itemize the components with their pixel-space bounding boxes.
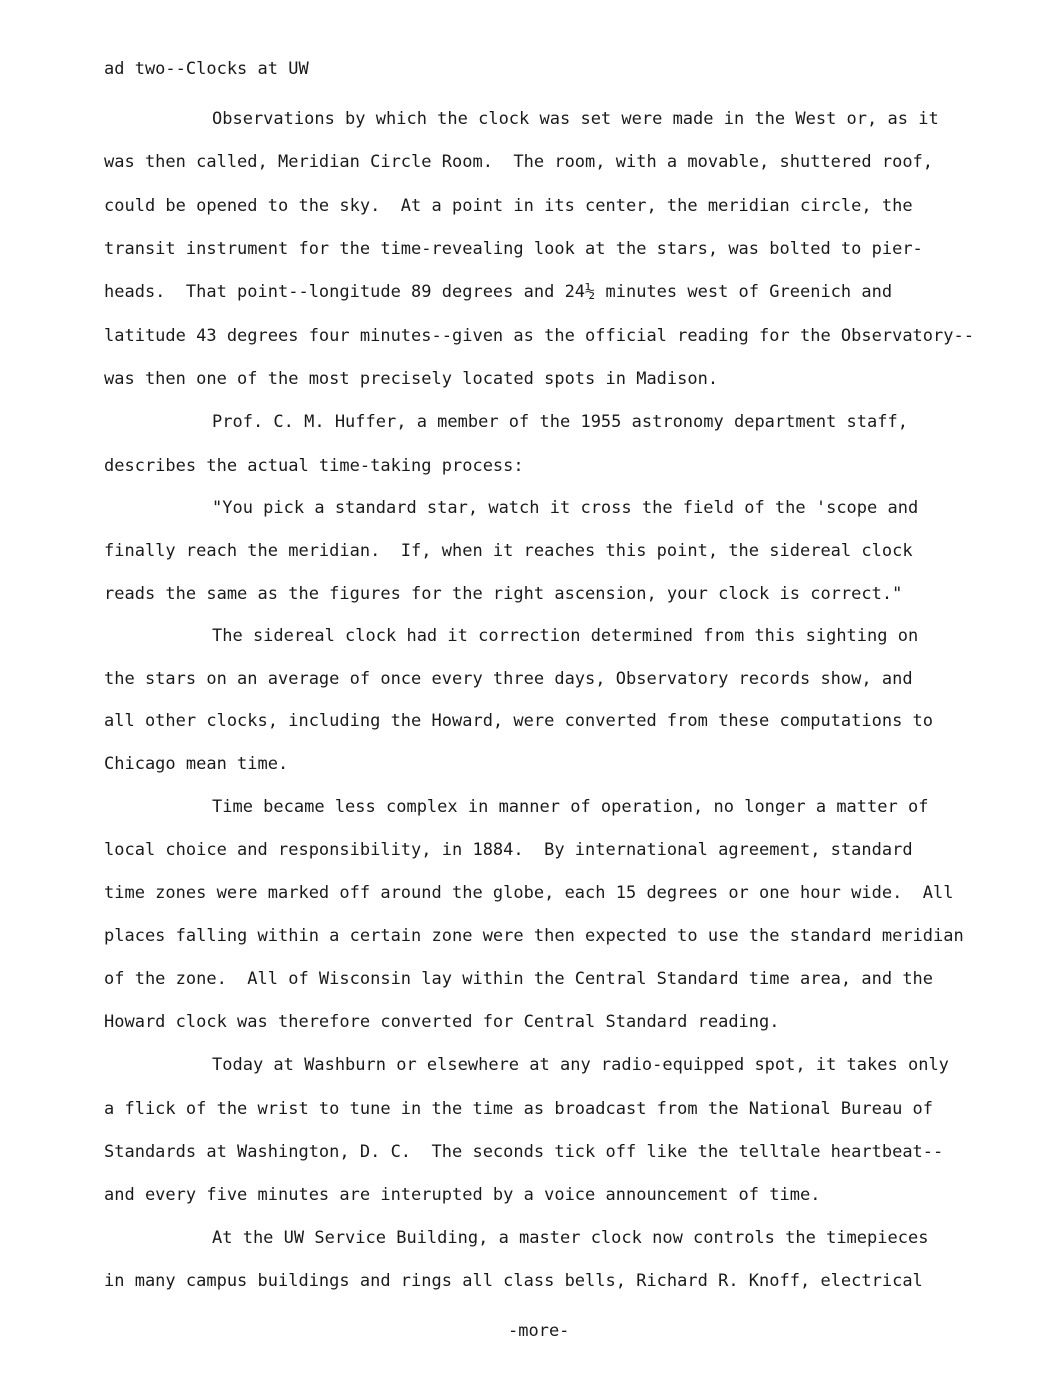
text-line: was then called, Meridian Circle Room. The room, with a movable, shuttered roof, xyxy=(104,152,934,172)
text-line: time zones were marked off around the globe, each 15 degrees or one hour wide. All xyxy=(104,883,954,903)
text-line: Standards at Washington, D. C. The seconds tick off like the telltale heartbeat-- xyxy=(104,1142,944,1162)
text-line: and every five minutes are interupted by a voice announcement of time. xyxy=(104,1185,821,1205)
text-line: Prof. C. M. Huffer, a member of the 1955 astronomy department staff, xyxy=(212,412,908,432)
text-line: a flick of the wrist to tune in the time as broadcast from the National Bureau of xyxy=(104,1099,934,1119)
page-header: ad two--Clocks at UW xyxy=(104,59,309,79)
text-line: places falling within a certain zone were then expected to use the standard meridian xyxy=(104,926,964,946)
text-line: the stars on an average of once every three days, Observatory records show, and xyxy=(104,669,913,689)
text-line: Howard clock was therefore converted for Central Standard reading. xyxy=(104,1012,780,1032)
text-line: heads. That point--longitude 89 degrees and 24½ minutes west of Greenich and xyxy=(104,282,893,302)
text-line: Observations by which the clock was set were made in the West or, as it xyxy=(212,109,939,129)
text-line: At the UW Service Building, a master clock now controls the timepieces xyxy=(212,1228,929,1248)
text-line: Chicago mean time. xyxy=(104,754,289,774)
text-line: in many campus buildings and rings all class bells, Richard R. Knoff, electrical xyxy=(104,1271,923,1291)
text-line: local choice and responsibility, in 1884. By international agreement, standard xyxy=(104,840,913,860)
text-line: of the zone. All of Wisconsin lay within the Central Standard time area, and the xyxy=(104,969,934,989)
text-line: all other clocks, including the Howard, were converted from these computations to xyxy=(104,711,934,731)
text-line: describes the actual time-taking process: xyxy=(104,456,524,476)
text-line: latitude 43 degrees four minutes--given as the official reading for the Observatory-- xyxy=(104,326,974,346)
text-line: Today at Washburn or elsewhere at any radio-equipped spot, it takes only xyxy=(212,1055,949,1075)
page-footer-more: -more- xyxy=(508,1321,570,1341)
text-line: Time became less complex in manner of operation, no longer a matter of xyxy=(212,797,929,817)
text-line: finally reach the meridian. If, when it reaches this point, the sidereal clock xyxy=(104,541,913,561)
text-line: "You pick a standard star, watch it cross the field of the 'scope and xyxy=(212,498,919,518)
text-line: transit instrument for the time-revealing look at the stars, was bolted to pier- xyxy=(104,239,923,259)
text-line: reads the same as the figures for the right ascension, your clock is correct." xyxy=(104,584,903,604)
text-line: could be opened to the sky. At a point in its center, the meridian circle, the xyxy=(104,196,913,216)
text-line: was then one of the most precisely located spots in Madison. xyxy=(104,369,719,389)
text-line: The sidereal clock had it correction determined from this sighting on xyxy=(212,626,919,646)
